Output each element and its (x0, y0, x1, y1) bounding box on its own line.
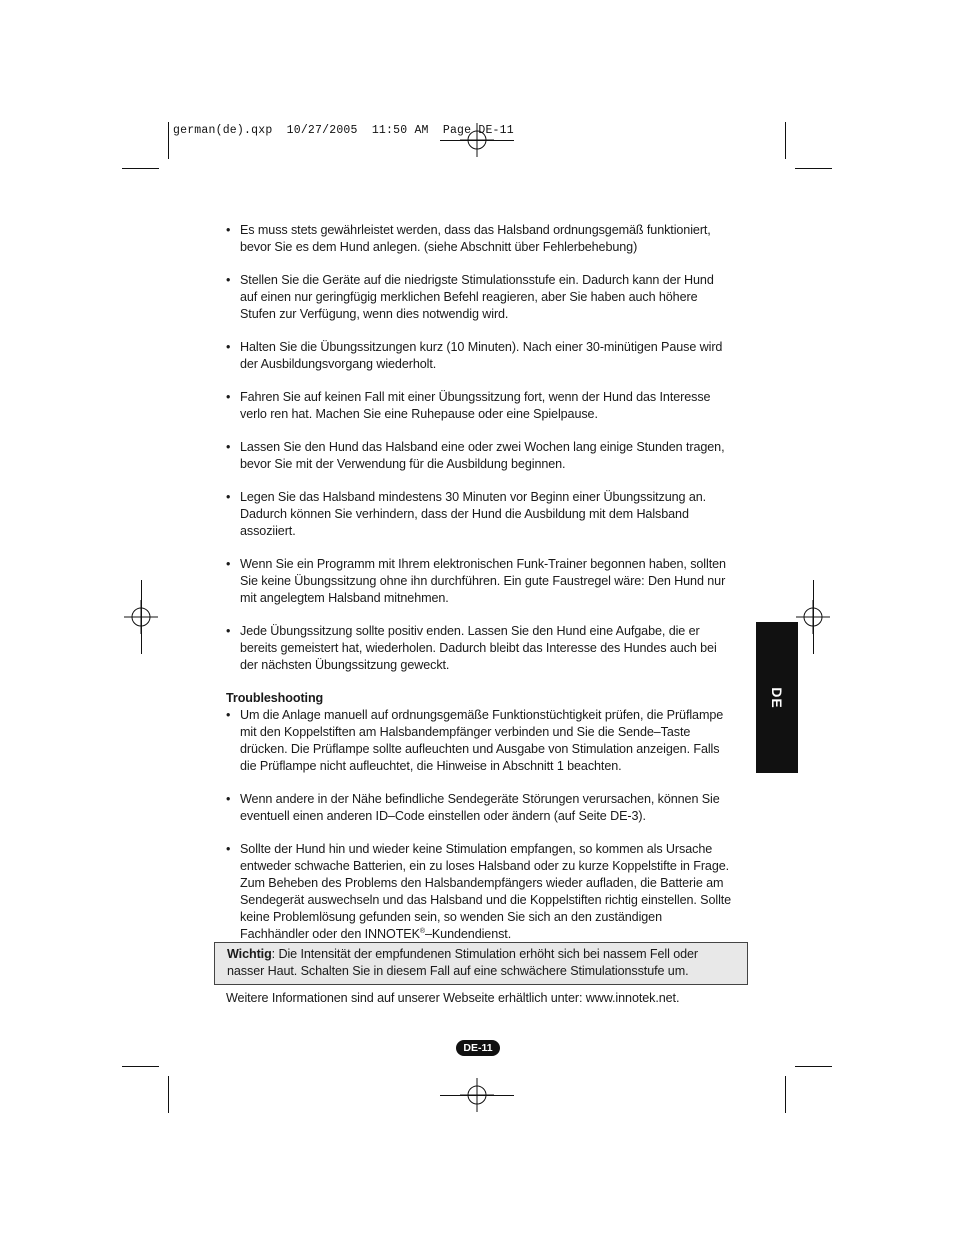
registration-line (440, 1095, 514, 1096)
note-text: : Die Intensität der empfundenen Stimulation erhöht sich bei nassem Fell oder nasser Haut. Schalten Sie in diesem Fall auf eine schwächere Stimulationsstufe um. (227, 947, 698, 978)
crop-mark (168, 122, 169, 159)
registration-line (141, 580, 142, 654)
section-heading: Troubleshooting (226, 691, 324, 705)
list-item-text: Sollte der Hund hin und wieder keine Stimulation empfangen, so kommen als Ursache entweder schwache Batterien, ein zu loses Halsband oder zu kurze Koppelstifte in Frage. Zum Beheben des Problems den Halsbandempfängers wieder aufladen, die Batterie am Sendegerät auswechseln und das Halsband und die Koppelstiften richtig einstellen. Sollte keine Problemlösung gefunden sein, so wenden Sie sich an den zuständigen Fachhändler oder den INNOTEK (240, 842, 732, 941)
language-tab (756, 622, 798, 773)
language-tab-label: DE (769, 686, 785, 709)
important-note-box (214, 942, 748, 985)
crop-mark (785, 1076, 786, 1113)
crop-mark (168, 1076, 169, 1113)
main-content (226, 222, 734, 943)
list-item: • Fahren Sie auf keinen Fall mit einer Übungssitzung fort, wenn der Hund das Interesse verlo ren hat. Machen Sie eine Ruhepause oder eine Spielpause. (226, 389, 734, 423)
slug-line: german(de).qxp 10/27/2005 11:50 AM Page DE-11 (173, 124, 514, 137)
note-label: Wichtig (227, 947, 272, 961)
list-item (226, 841, 734, 943)
page-number: DE-11 (456, 1040, 500, 1056)
list-item: • Stellen Sie die Geräte auf die niedrigste Stimulationsstufe ein. Dadurch kann der Hund auf einen nur geringfügig merklichen Befehl reagieren, aber Sie haben auch höhere Stufen zur Verfügung, wenn dies notwendig wird. (226, 272, 734, 323)
crop-mark (785, 122, 786, 159)
list-item: • Halten Sie die Übungssitzungen kurz (10 Minuten). Nach einer 30-minütigen Pause wird der Ausbildungsvorgang wiederholt. (226, 339, 734, 373)
list-item: • Wenn Sie ein Programm mit Ihrem elektronischen Funk-Trainer begonnen haben, sollten Sie keine Übungssitzung ohne ihn durchführen. Ein gute Faustregel wäre: Den Hund nur mit angelegtem Halsband mitnehmen. (226, 556, 734, 607)
crop-mark (795, 1066, 832, 1067)
crop-mark (795, 168, 832, 169)
list-item: • Es muss stets gewährleistet werden, dass das Halsband ordnungsgemäß funktioniert, bevor Sie es dem Hund anlegen. (siehe Abschnitt über Fehlerbehebung) (226, 222, 734, 256)
registration-line (813, 580, 814, 654)
registered-mark: ® (419, 927, 425, 935)
crop-mark (122, 168, 159, 169)
crop-mark (122, 1066, 159, 1067)
list-item-tail: –Kundendienst. (424, 927, 512, 941)
list-item: • Lassen Sie den Hund das Halsband eine oder zwei Wochen lang einige Stunden tragen, bevor Sie mit der Verwendung für die Ausbildung beginnen. (226, 439, 734, 473)
registration-line (440, 140, 514, 141)
website-info: Weitere Informationen sind auf unserer Webseite erhältlich unter: www.innotek.net. (226, 991, 680, 1005)
list-item: • Legen Sie das Halsband mindestens 30 Minuten vor Beginn einer Übungssitzung an. Dadurch können Sie verhindern, dass der Hund die Ausbildung mit dem Halsband assoziiert. (226, 489, 734, 540)
list-item: • Um die Anlage manuell auf ordnungsgemäße Funktionstüchtigkeit prüfen, die Prüflampe mit den Koppelstiften am Halsbandempfänger verbinden und Sie die Sende–Taste drücken. Die Prüflampe sollte aufleuchten und Ausgabe von Stimulation anzeigen. Falls die Prüflampe nicht aufleuchtet, die Hinweise in Abschnitt 1 beachten. (226, 707, 734, 775)
list-item: • Jede Übungssitzung sollte positiv enden. Lassen Sie den Hund eine Aufgabe, die er bereits gemeistert hat, wiederholen. Dadurch bleibt das Interesse des Hundes auch bei der nächsten Übungssitzung geweckt. (226, 623, 734, 674)
list-item: • Wenn andere in der Nähe befindliche Sendegeräte Störungen verursachen, können Sie eventuell einen anderen ID–Code einstellen oder ändern (auf Seite DE-3). (226, 791, 734, 825)
